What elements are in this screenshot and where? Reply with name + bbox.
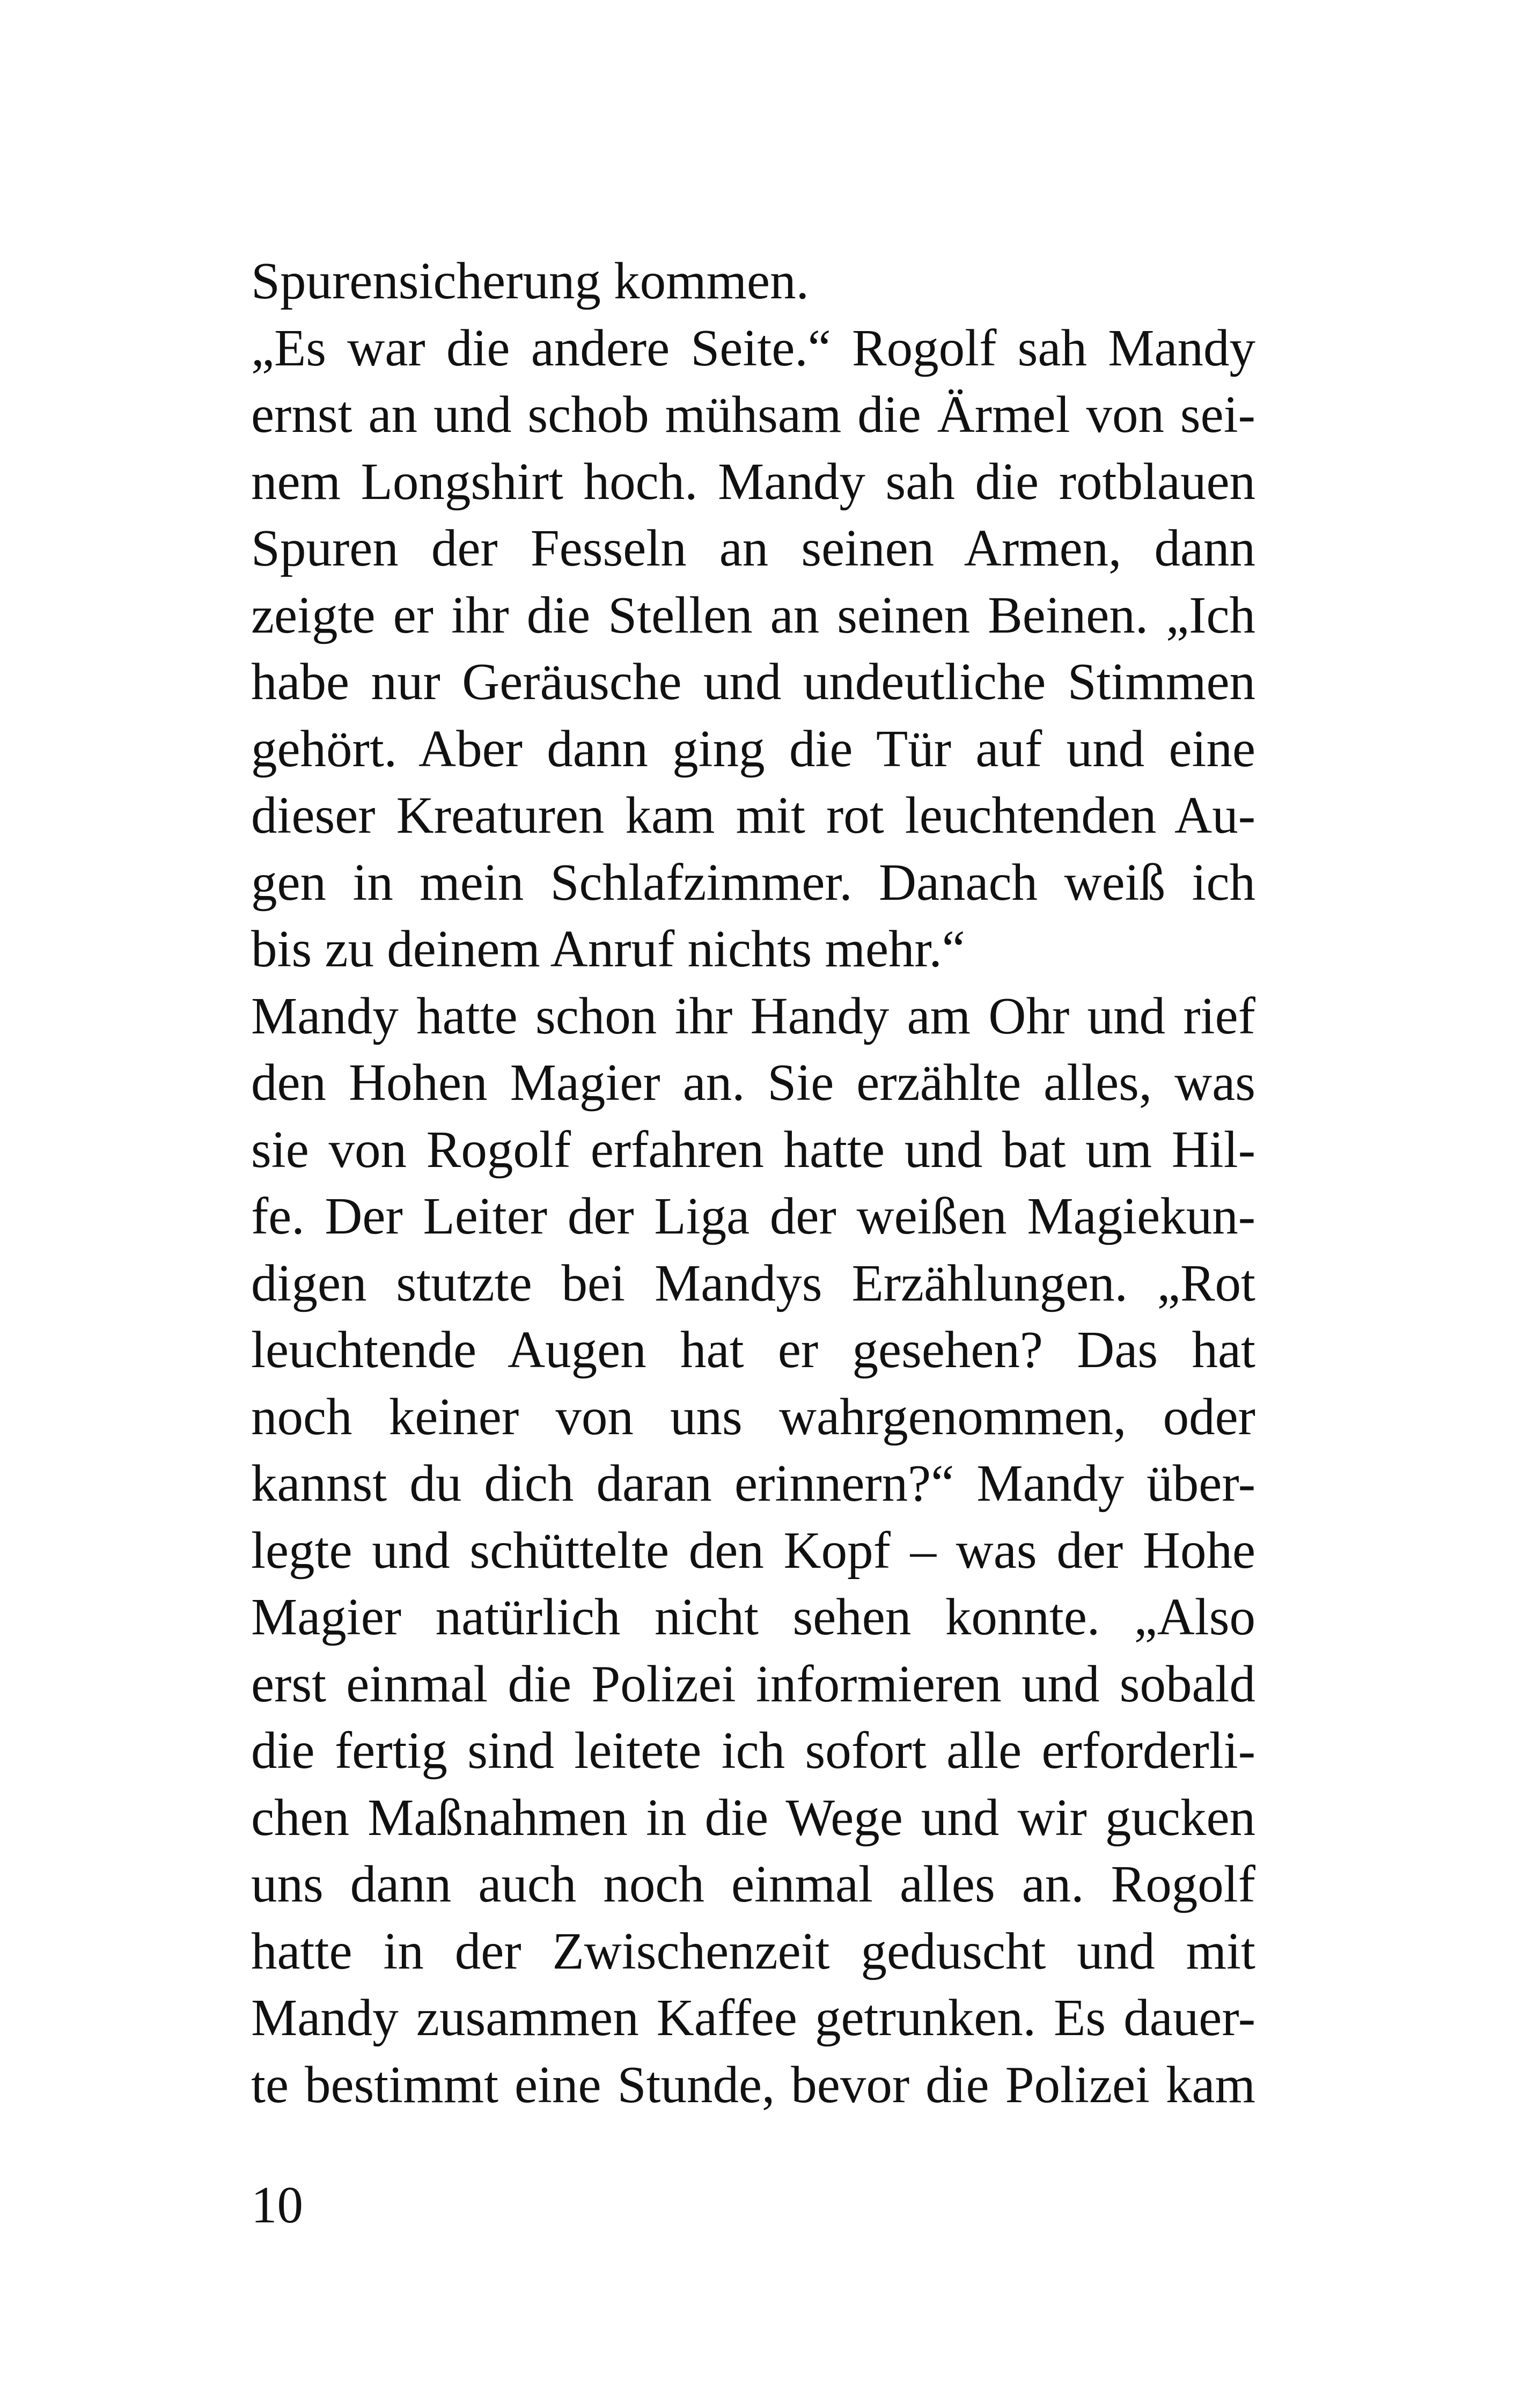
text-line: habe nur Geräusche und undeutliche Stimmen xyxy=(251,653,1255,710)
text-line: digen stutzte bei Mandys Erzählungen. „Rot xyxy=(251,1254,1255,1312)
text-line: erst einmal die Polizei informieren und sobald xyxy=(251,1655,1255,1713)
text-line: dieser Kreaturen kam mit rot leuchtenden Au- xyxy=(251,787,1255,844)
text-line: nem Longshirt hoch. Mandy sah die rotblauen xyxy=(251,452,1255,510)
text-line: Mandy zusammen Kaffee getrunken. Es dauer- xyxy=(251,1989,1255,2046)
text-line: die fertig sind leitete ich sofort alle erforderli- xyxy=(251,1722,1255,1779)
text-line: gehört. Aber dann ging die Tür auf und eine xyxy=(251,720,1255,777)
body-text xyxy=(251,248,1255,2118)
text-line: fe. Der Leiter der Liga der weißen Magiekun- xyxy=(251,1187,1255,1245)
text-line: hatte in der Zwischenzeit geduscht und mit xyxy=(251,1922,1255,1980)
text-line: Mandy hatte schon ihr Handy am Ohr und rief xyxy=(251,987,1255,1045)
text-line: legte und schüttelte den Kopf – was der Hohe xyxy=(251,1521,1255,1579)
text-line: zeigte er ihr die Stellen an seinen Beinen. „Ich xyxy=(251,586,1255,644)
text-line: chen Maßnahmen in die Wege und wir gucken xyxy=(251,1788,1255,1846)
text-line: Spuren der Fesseln an seinen Armen, dann xyxy=(251,519,1255,577)
text-line: leuchtende Augen hat er gesehen? Das hat xyxy=(251,1321,1255,1378)
text-line: gen in mein Schlafzimmer. Danach weiß ich xyxy=(251,853,1255,911)
page-number: 10 xyxy=(251,2176,303,2234)
text-line: noch keiner von uns wahrgenommen, oder xyxy=(251,1387,1255,1445)
text-line: kannst du dich daran erinnern?“ Mandy über- xyxy=(251,1455,1255,1512)
text-line: Spurensicherung kommen. xyxy=(251,252,809,310)
text-line: te bestimmt eine Stunde, bevor die Polizei kam xyxy=(251,2055,1255,2113)
text-line: bis zu deinem Anruf nichts mehr.“ xyxy=(251,920,965,978)
text-line: uns dann auch noch einmal alles an. Rogolf xyxy=(251,1855,1255,1913)
text-line: den Hohen Magier an. Sie erzählte alles, was xyxy=(251,1054,1255,1111)
text-line: „Es war die andere Seite.“ Rogolf sah Mandy xyxy=(251,319,1255,377)
text-line: ernst an und schob mühsam die Ärmel von sei- xyxy=(251,386,1255,443)
text-line: Magier natürlich nicht sehen konnte. „Also xyxy=(251,1588,1255,1646)
text-line: sie von Rogolf erfahren hatte und bat um Hil- xyxy=(251,1120,1255,1178)
